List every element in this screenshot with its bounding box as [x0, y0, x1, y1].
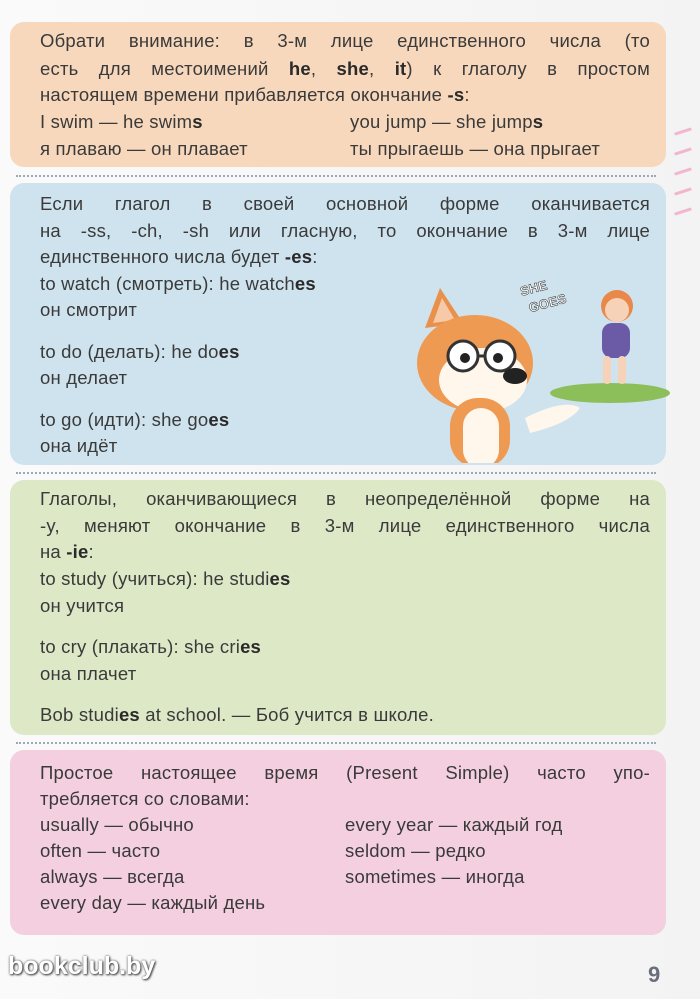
- word-often: often — часто: [40, 840, 161, 861]
- note-box-ie-ending: [10, 480, 666, 735]
- note-box-es-ending: [10, 183, 666, 465]
- rule-line-2: требляется со словами:: [40, 788, 250, 809]
- word-every-day: every day — каждый день: [40, 892, 266, 913]
- corgi-and-girl-illustration: [405, 268, 670, 463]
- word-always: always — всегда: [40, 866, 185, 887]
- note-box-time-words: [10, 750, 666, 935]
- example-cry: to cry (плакать): she cries: [40, 636, 262, 657]
- example-do: to do (делать): he does: [40, 341, 240, 362]
- translation-watch: он смотрит: [40, 299, 138, 320]
- word-every-year: every year — каждый год: [345, 814, 563, 835]
- translation-study: он учится: [40, 595, 125, 616]
- translation-go: она идёт: [40, 435, 118, 456]
- rule-line-2: -y, меняют окончание в 3-м лице единственного числа: [40, 515, 650, 536]
- rule-line-2: на -ss, -ch, -sh или гласную, то окончание в 3-м лице: [40, 220, 650, 241]
- translation-cry: она плачет: [40, 663, 137, 684]
- translation-do: он делает: [40, 367, 128, 388]
- rule-line-1: Если глагол в своей основной форме оканчивается: [40, 193, 650, 214]
- example-bob: Bob studies at school. — Боб учится в школе.: [40, 704, 434, 725]
- rule-line-3: на -ie:: [40, 541, 94, 562]
- rule-line-3: единственного числа будет -es:: [40, 246, 318, 267]
- example-jump: you jump — she jumps: [350, 111, 544, 132]
- dotted-divider: [16, 472, 656, 474]
- sticker-goes: GOES: [527, 290, 569, 316]
- translation-swim: я плаваю — он плавает: [40, 138, 248, 159]
- example-go: to go (идти): she goes: [40, 409, 230, 430]
- word-usually: usually — обычно: [40, 814, 194, 835]
- note-box-third-person: [10, 22, 666, 167]
- dotted-divider: [16, 742, 656, 744]
- example-watch: to watch (смотреть): he watches: [40, 273, 316, 294]
- translation-jump: ты прыгаешь — она прыгает: [350, 138, 601, 159]
- word-sometimes: sometimes — иногда: [345, 866, 525, 887]
- rule-line-1: Глаголы, оканчивающиеся в неопределённой форме на: [40, 488, 650, 509]
- word-seldom: seldom — редко: [345, 840, 486, 861]
- rule-line-2: есть для местоимений he, she, it) к глаголу в простом: [40, 58, 650, 79]
- corgi-figure: [417, 288, 580, 463]
- rule-line-3: настоящем времени прибавляется окончание -s:: [40, 84, 470, 105]
- example-swim: I swim — he swims: [40, 111, 203, 132]
- rule-line-1: Простое настоящее время (Present Simple) часто упо-: [40, 762, 650, 783]
- dotted-divider: [16, 175, 656, 177]
- page-number: 9: [648, 962, 661, 987]
- rule-line-1: Обрати внимание: в 3-м лице единственного числа (то: [40, 30, 650, 51]
- girl-figure: [601, 290, 633, 384]
- sticker-she: SHE: [518, 277, 549, 299]
- example-study: to study (учиться): he studies: [40, 568, 291, 589]
- watermark: bookclub.by: [8, 952, 156, 980]
